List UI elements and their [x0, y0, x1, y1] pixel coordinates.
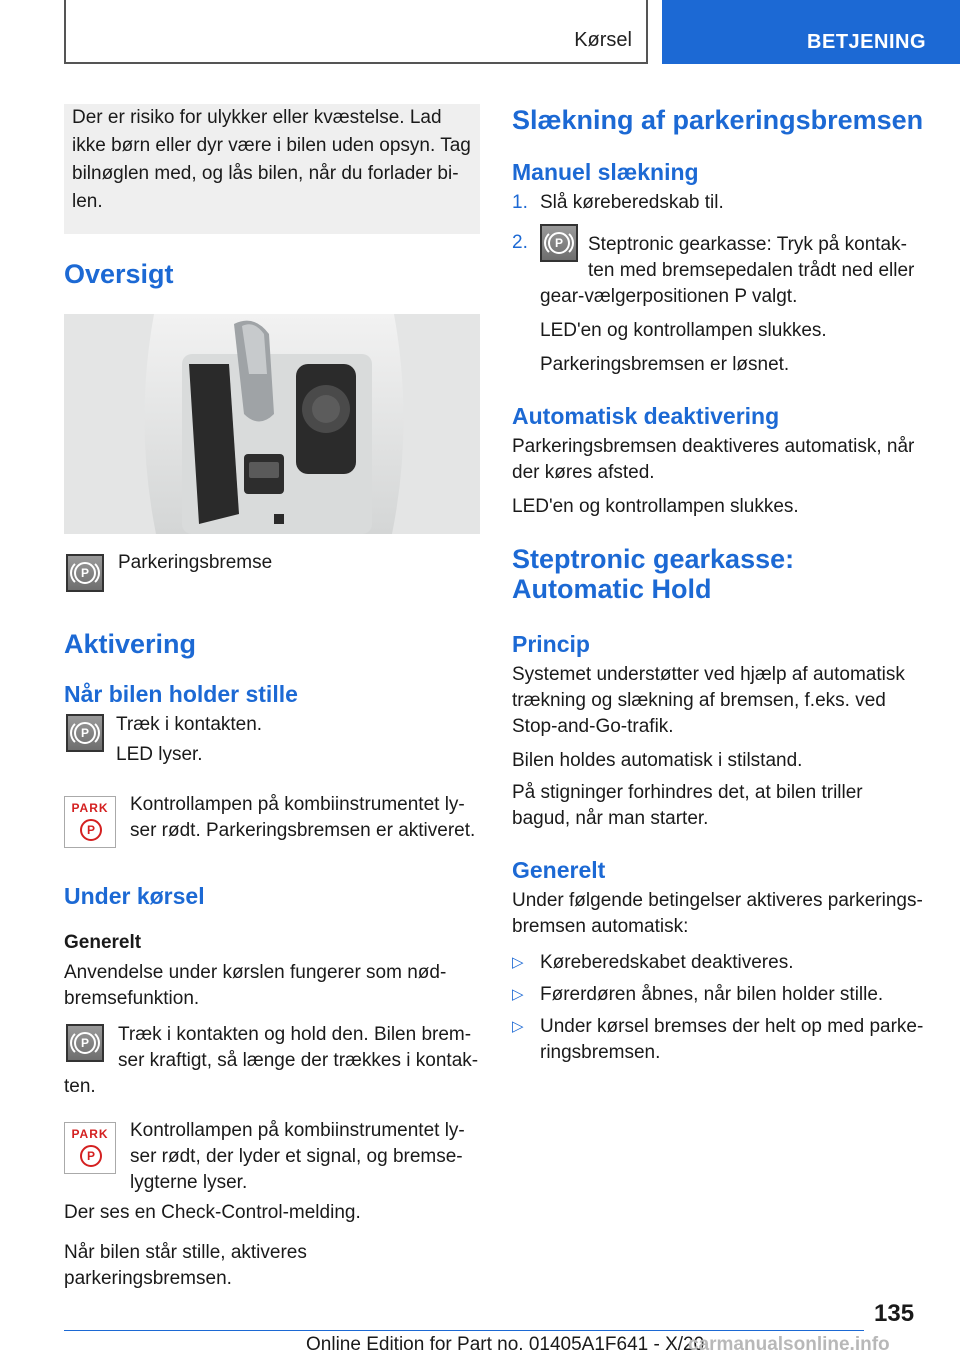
step-2-led-text: LED'en og kontrollampen slukkes. — [540, 320, 827, 341]
parking-brake-icon — [66, 554, 104, 592]
bullet-text: Førerdøren åbnes, når bilen holder stille. — [540, 984, 884, 1005]
driving-general-heading: Generelt — [64, 932, 142, 953]
standstill-park-row — [64, 792, 480, 850]
parking-brake-icon — [66, 1024, 104, 1062]
parking-brake-caption: Parkeringsbremse — [118, 552, 273, 573]
footer-divider — [64, 1330, 864, 1331]
park-icon-label: PARK — [71, 1127, 109, 1141]
list-item — [512, 982, 926, 1008]
park-icon-label: PARK — [71, 801, 109, 815]
section-title: BETJENING — [807, 31, 926, 53]
standstill-heading: Når bilen holder stille — [64, 681, 298, 707]
header-section-box — [662, 0, 960, 64]
warning-box — [64, 104, 480, 234]
step-1-text: Slå køreberedskab til. — [540, 192, 724, 213]
step-1 — [512, 192, 926, 214]
principle-text: Systemet understøtter ved hjælp af automatisk trækning og slækning af bremsen, f.eks. ved Stop-and-Go-trafik. — [512, 664, 905, 737]
triangle-bullet-icon: ▷ — [512, 1018, 524, 1035]
center-console-photo — [64, 314, 480, 534]
list-item — [512, 950, 926, 976]
step-2-released-text: Parkeringsbremsen er løsnet. — [540, 354, 790, 375]
condition-list — [512, 950, 926, 1066]
step-1-number: 1. — [512, 192, 528, 213]
principle-heading: Princip — [512, 631, 590, 657]
watermark-text: carmanualsonline.info — [688, 1334, 890, 1355]
pull-hold-row — [64, 1022, 480, 1100]
triangle-bullet-icon: ▷ — [512, 954, 524, 971]
release-heading: Slækning af parkeringsbremsen — [512, 105, 924, 135]
standstill-line2: LED lyser. — [116, 744, 203, 765]
driving-general-text: Anvendelse under kørslen fungerer som nød-bremsefunktion. — [64, 962, 447, 1009]
activation-heading: Aktivering — [64, 629, 197, 659]
chapter-title: Kørsel — [574, 29, 632, 51]
parking-brake-icon — [540, 224, 578, 262]
manual-release-heading: Manuel slækning — [512, 159, 699, 185]
step-2-text: Steptronic gearkasse: Tryk på kontak-ten med bremsepedalen trådt ned eller gear-vælgerpositionen P valgt. — [540, 234, 915, 307]
standstill-switch-row — [64, 712, 480, 772]
driving-heading: Under kørsel — [64, 883, 205, 909]
auto-deactivation-text: Parkeringsbremsen deaktiveres automatisk, når der køres afsted. — [512, 436, 915, 483]
auto-deactivation-led: LED'en og kontrollampen slukkes. — [512, 496, 799, 517]
edition-text: Online Edition for Part no. 01405A1F641 - X/20 — [306, 1334, 705, 1355]
header-chapter-box — [64, 0, 648, 64]
left-column — [64, 104, 480, 1292]
overview-heading: Oversigt — [64, 259, 174, 289]
autohold-heading: Steptronic gearkasse: Automatic Hold — [512, 544, 795, 604]
standstill-park-text: Kontrollampen på kombiinstrumentet ly-ser rødt. Parkeringsbremsen er aktiveret. — [130, 794, 476, 841]
driving-park-text: Kontrollampen på kombiinstrumentet ly-ser rødt, der lyder et signal, og bremse-lygterne lyser. — [130, 1120, 465, 1193]
triangle-bullet-icon: ▷ — [512, 986, 524, 1003]
park-warning-icon — [64, 796, 116, 848]
autohold-general-text: Under følgende betingelser aktiveres parkerings-bremsen automatisk: — [512, 890, 923, 937]
park-warning-icon — [64, 1122, 116, 1174]
pull-hold-text: Træk i kontakten og hold den. Bilen brem-ser kraftigt, så længe der trækkes i kontak-ten. — [64, 1024, 479, 1097]
console-illustration — [64, 314, 480, 534]
check-control-text: Der ses en Check-Control-melding. — [64, 1202, 361, 1223]
autohold-general-heading: Generelt — [512, 857, 606, 883]
bullet-text: Køreberedskabet deaktiveres. — [540, 952, 794, 973]
principle-slope-text: På stigninger forhindres det, at bilen triller bagud, når man starter. — [512, 782, 863, 829]
standstill-activate-text: Når bilen står stille, aktiveres parkeringsbremsen. — [64, 1242, 307, 1289]
principle-hold-text: Bilen holdes automatisk i stilstand. — [512, 750, 803, 771]
parking-brake-icon — [66, 714, 104, 752]
right-column — [512, 104, 926, 1066]
auto-deactivation-heading: Automatisk deaktivering — [512, 403, 780, 429]
page-number: 135 — [874, 1300, 915, 1327]
step-2 — [512, 232, 926, 378]
list-item — [512, 1014, 926, 1066]
warning-text: Der er risiko for ulykker eller kvæstelse. Lad ikke børn eller dyr være i bilen uden opsyn. Tag bilnøglen med, og lås bilen, når du forlader bi-len. — [72, 107, 471, 212]
standstill-line1: Træk i kontakten. — [116, 714, 263, 735]
bullet-text: Under kørsel bremses der helt op med parke-ringsbremsen. — [540, 1016, 924, 1063]
step-2-number: 2. — [512, 232, 528, 253]
icon-caption-row — [64, 554, 480, 594]
driving-park-row — [64, 1118, 480, 1198]
